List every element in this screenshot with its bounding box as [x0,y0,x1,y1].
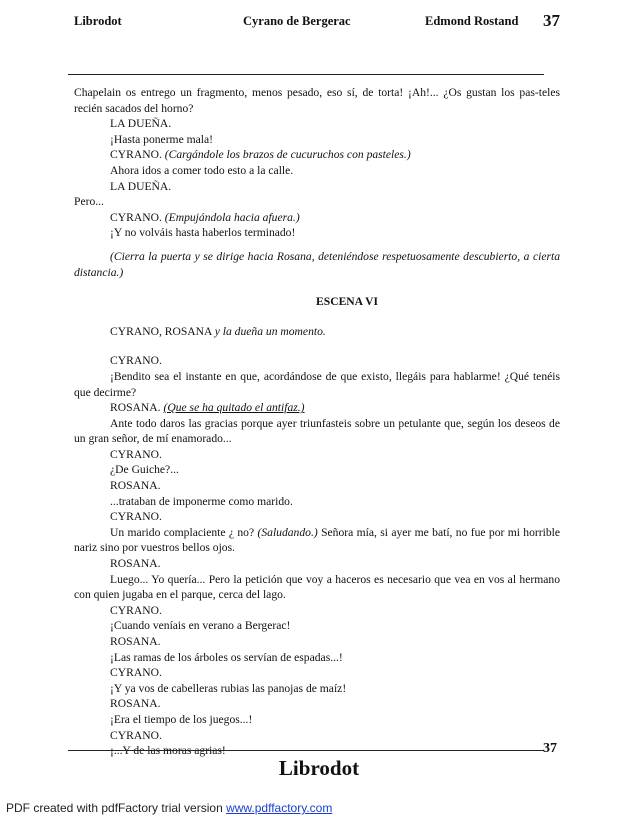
line: ¿De Guiche?... [110,463,179,477]
speaker: ROSANA. [110,401,161,415]
speaker: CYRANO. [110,603,162,617]
cast-names: CYRANO, ROSANA [110,324,212,338]
footer-rule [68,750,544,751]
paragraph: ¡Bendito sea el instante en que, acordándose de que existo, llegáis para hablarme! ¿Qué tenéis que decirme? [74,369,560,399]
header-author: Edmond Rostand [425,14,519,28]
stage-direction: (Saludando.) [257,525,318,539]
pdffactory-link[interactable]: www.pdffactory.com [226,801,333,815]
header-left: Librodot [74,14,122,28]
speaker: LA DUEÑA. [110,179,172,193]
pdf-note-text: PDF created with pdfFactory trial version [6,801,227,815]
speaker-with-direction [74,147,560,163]
header-page-number: 37 [543,11,560,30]
footer-brand: Librodot [278,756,360,780]
speaker-with-direction [74,400,560,416]
line: Señora mía, si ayer me batí, no fue por mi horrible nariz sino por vuestros bellos ojos. [74,525,560,555]
line: ¡Era el tiempo de los juegos...! [110,712,253,726]
stage-direction-paragraph [74,249,560,280]
speaker: CYRANO. [110,210,162,224]
pdf-creator-note [6,801,332,815]
line: ¡Y no volváis hasta haberlos terminado! [110,226,296,240]
speaker: CYRANO. [110,666,162,680]
scene-title: ESCENA VI [316,295,378,309]
header-rule [68,74,544,75]
stage-direction: (Cierra la puerta y se dirige hacia Rosana, deteniéndose respetuosamente descubierto, a cierta distancia.) [74,249,560,279]
paragraph: Ante todo daros las gracias porque ayer triunfasteis sobre un petulante que, según los deseos de un gran señor, de mí enamorado... [74,416,560,446]
line: ...trataban de imponerme como marido. [110,494,293,508]
cast-list [74,324,560,340]
cast-note: y la dueña un momento. [214,324,326,338]
line: ¡Las ramas de los árboles os servían de espadas...! [110,650,343,664]
stage-direction: (Cargándole los brazos de cucuruchos con pasteles.) [164,148,411,162]
speaker: CYRANO. [110,728,162,742]
footer-page-number: 37 [543,741,557,756]
line: Un marido complaciente ¿ no? [110,525,255,539]
speaker: LA DUEÑA. [110,117,172,131]
page-body [74,85,560,759]
line: Pero... [74,195,104,209]
line: ¡Y ya vos de cabelleras rubias las panojas de maíz! [110,681,347,695]
speaker: CYRANO. [110,447,162,461]
line: Ahora idos a comer todo esto a la calle. [110,163,294,177]
speaker: CYRANO. [110,510,162,524]
speaker-with-direction [74,210,560,226]
speaker: ROSANA. [110,479,161,493]
speaker: ROSANA. [110,635,161,648]
line: ¡Cuando veníais en verano a Bergerac! [110,619,291,633]
line: ¡Hasta ponerme mala! [110,132,214,146]
stage-direction: (Empujándola hacia afuera.) [164,210,300,224]
paragraph: Luego... Yo quería... Pero la petición que voy a haceros es necesario que vea en vos al hermano con quien jugaba en el parque, cerca del lago. [74,572,560,602]
stage-direction: (Que se ha quitado el antifaz.) [163,401,305,415]
speaker: CYRANO. [110,148,162,162]
paragraph-with-direction [74,525,560,556]
header-title: Cyrano de Bergerac [243,14,351,28]
paragraph: Chapelain os entrego un fragmento, menos pesado, eso sí, de torta! ¡Ah!... ¿Os gustan los pas-teles recién sacados del horno? [74,86,560,115]
speaker: CYRANO. [110,354,162,368]
speaker: ROSANA. [110,557,161,571]
speaker: ROSANA. [110,697,161,711]
